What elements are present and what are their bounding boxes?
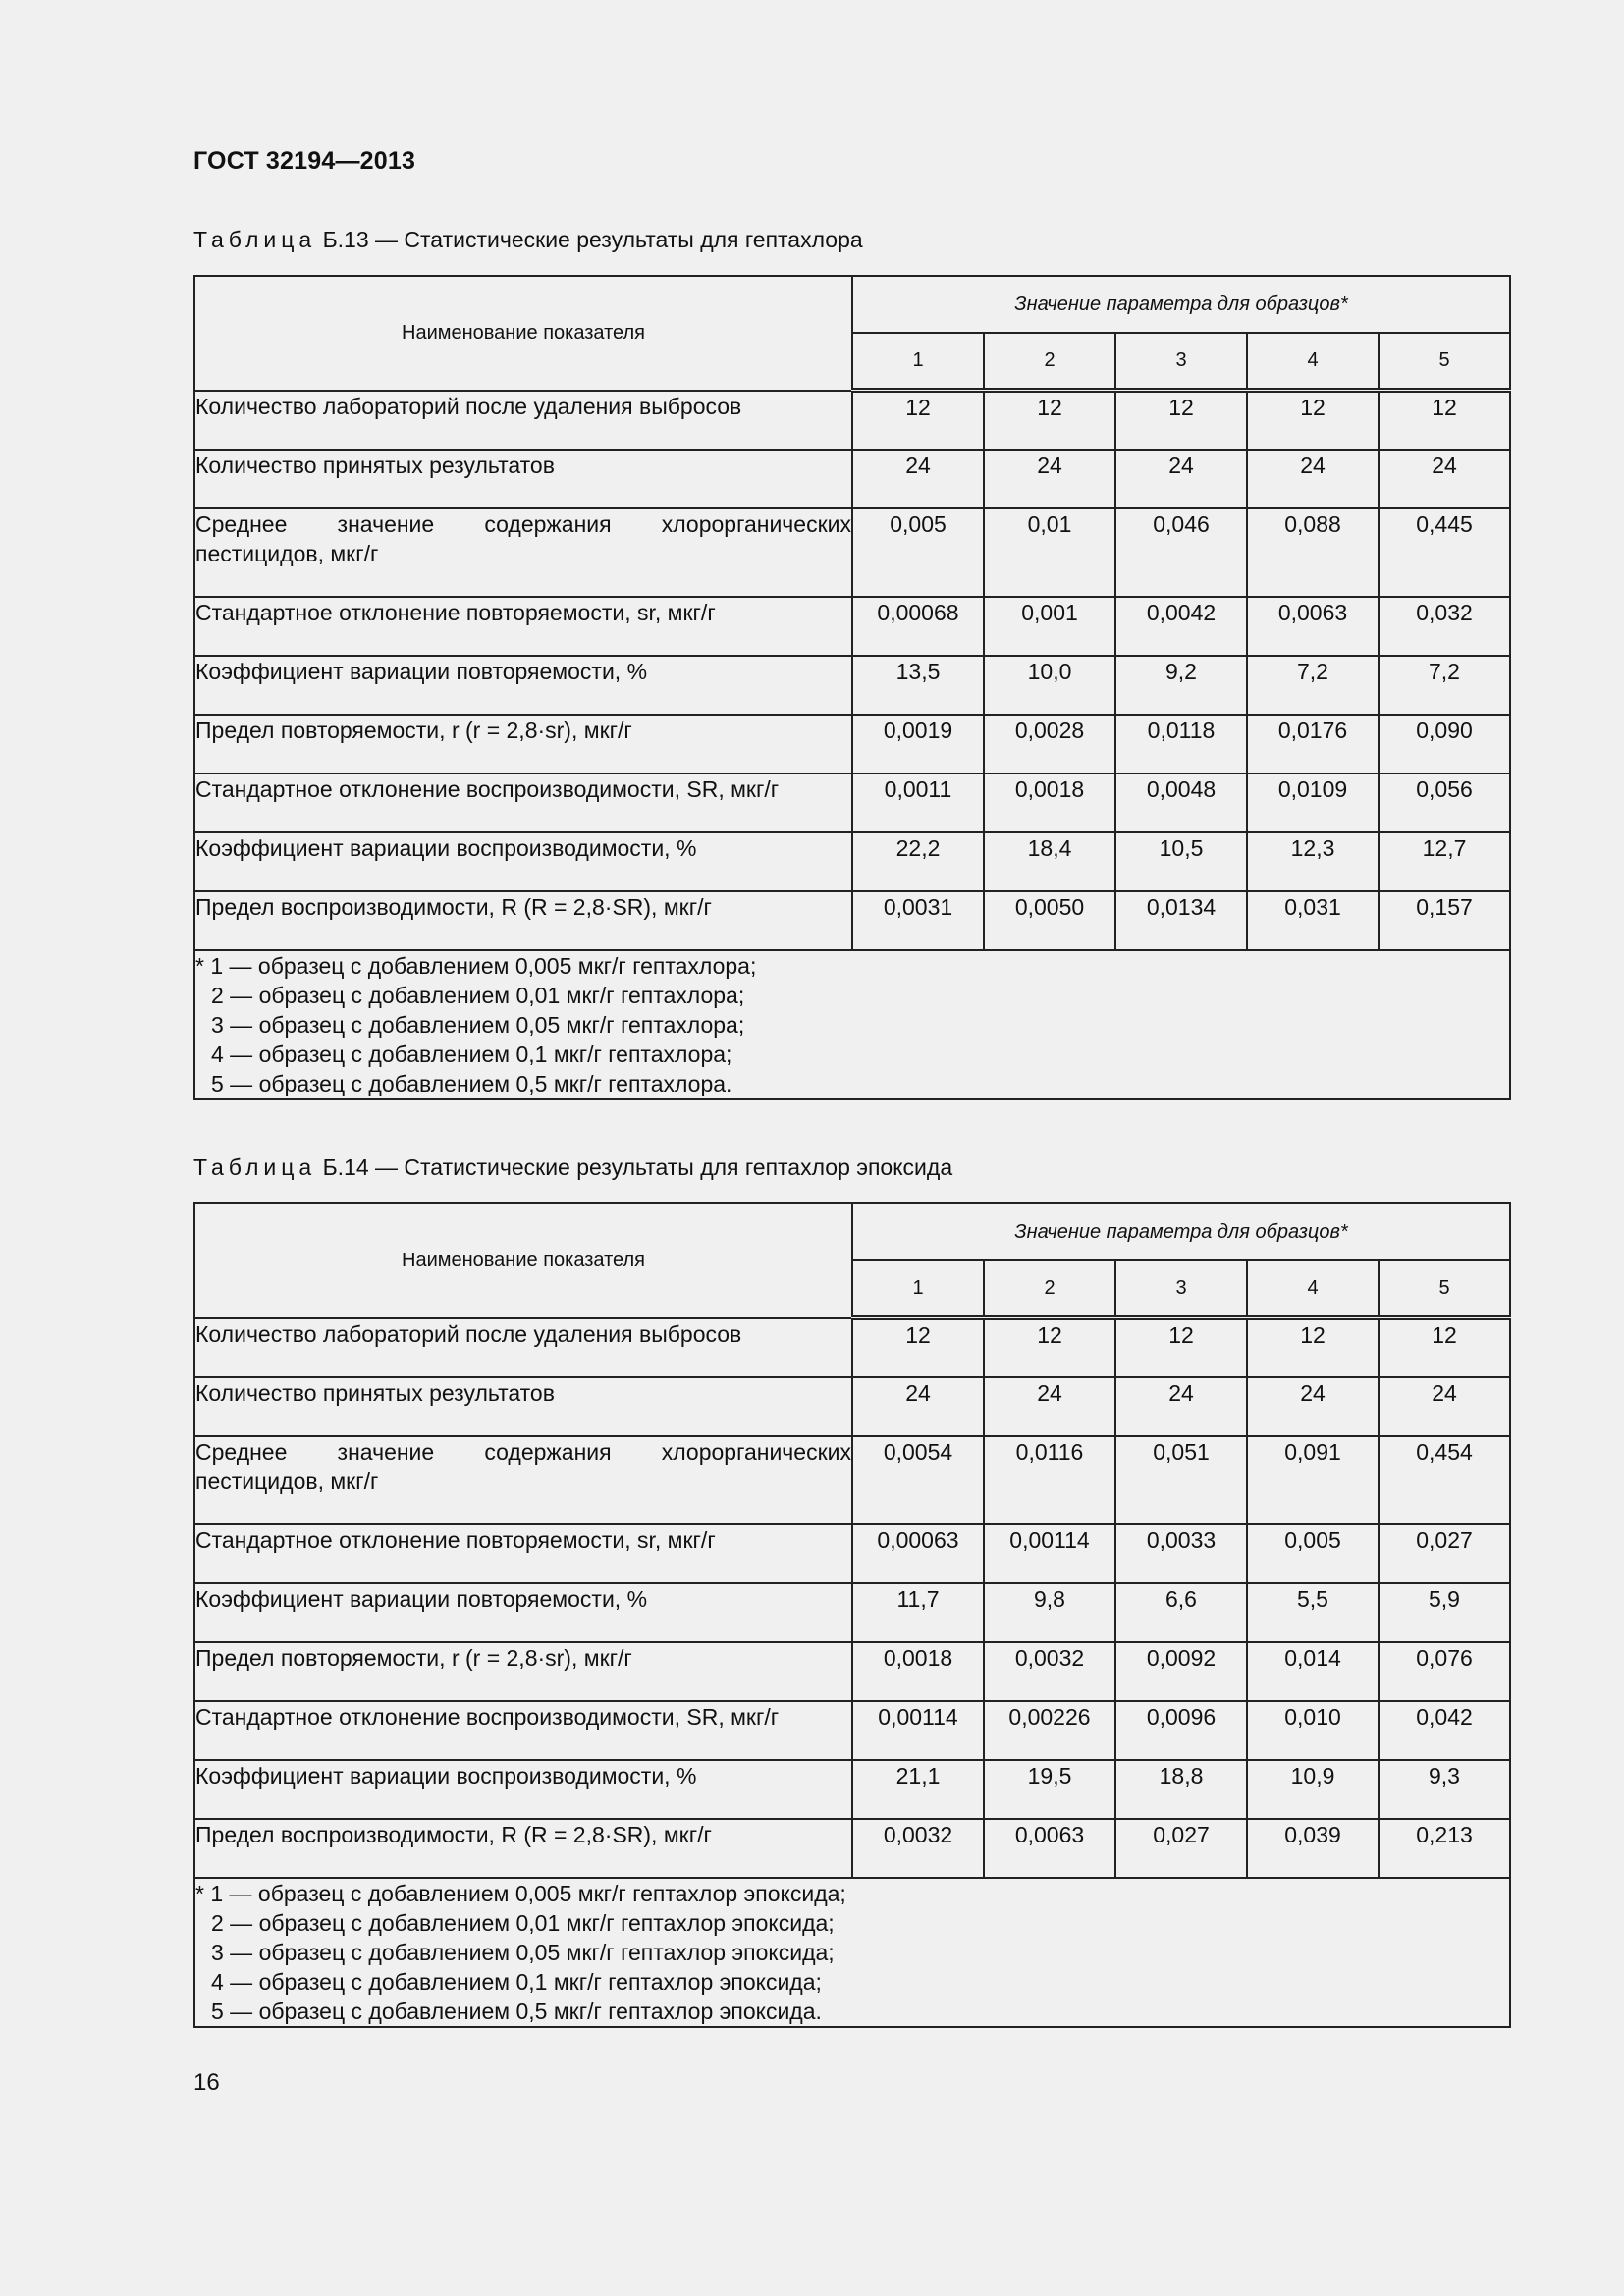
- row-label: Количество принятых результатов: [194, 1377, 852, 1436]
- cell-value: 18,8: [1115, 1760, 1247, 1819]
- footnote-row: [194, 1878, 1510, 2027]
- table-row: [194, 1701, 1510, 1760]
- row-label: Предел воспроизводимости, R (R = 2,8·SR), мкг/г: [194, 891, 852, 950]
- cell-value: 13,5: [852, 656, 984, 715]
- page-number: 16: [193, 2069, 220, 2096]
- caption-word: Таблица: [193, 227, 317, 252]
- cell-value: 0,0019: [852, 715, 984, 774]
- header-parameter-value: Значение параметра для образцов*: [852, 276, 1510, 333]
- caption-text: Б.14 — Статистические результаты для гептахлор эпоксида: [322, 1154, 953, 1180]
- sample-col-header: 1: [852, 1260, 984, 1318]
- table-row: [194, 1642, 1510, 1701]
- row-label: Предел повторяемости, r (r = 2,8·sr), мкг/г: [194, 1642, 852, 1701]
- sample-col-header: 2: [984, 333, 1115, 391]
- table-row: [194, 1760, 1510, 1819]
- footnote-row: [194, 950, 1510, 1099]
- sample-col-header: 5: [1379, 333, 1510, 391]
- cell-value: 7,2: [1379, 656, 1510, 715]
- cell-value: 0,0118: [1115, 715, 1247, 774]
- table-row: [194, 656, 1510, 715]
- cell-value: 0,0033: [1115, 1524, 1247, 1583]
- cell-value: 12: [984, 391, 1115, 450]
- cell-value: 0,01: [984, 508, 1115, 597]
- sample-col-header: 3: [1115, 1260, 1247, 1318]
- cell-value: 24: [1247, 450, 1379, 508]
- cell-value: 24: [1247, 1377, 1379, 1436]
- cell-value: 0,0011: [852, 774, 984, 832]
- row-label: Количество лабораторий после удаления выбросов: [194, 391, 852, 450]
- row-label: Коэффициент вариации воспроизводимости, %: [194, 832, 852, 891]
- cell-value: 0,0116: [984, 1436, 1115, 1524]
- cell-value: 9,3: [1379, 1760, 1510, 1819]
- sample-col-header: 1: [852, 333, 984, 391]
- cell-value: 0,0054: [852, 1436, 984, 1524]
- cell-value: 19,5: [984, 1760, 1115, 1819]
- cell-value: 0,005: [1247, 1524, 1379, 1583]
- cell-value: 0,0092: [1115, 1642, 1247, 1701]
- cell-value: 0,051: [1115, 1436, 1247, 1524]
- cell-value: 0,076: [1379, 1642, 1510, 1701]
- row-label: Среднее значение содержания хлорорганических пестицидов, мкг/г: [194, 508, 852, 597]
- cell-value: 0,014: [1247, 1642, 1379, 1701]
- cell-value: 0,001: [984, 597, 1115, 656]
- row-label: Количество лабораторий после удаления выбросов: [194, 1318, 852, 1377]
- cell-value: 0,032: [1379, 597, 1510, 656]
- cell-value: 0,0031: [852, 891, 984, 950]
- cell-value: 0,0063: [984, 1819, 1115, 1878]
- footnote-line: 2 — образец с добавлением 0,01 мкг/г гептахлор эпоксида;: [211, 1909, 835, 1936]
- table-row: [194, 832, 1510, 891]
- cell-value: 0,0018: [852, 1642, 984, 1701]
- cell-value: 12: [1379, 1318, 1510, 1377]
- cell-value: 10,5: [1115, 832, 1247, 891]
- footnote-cell: [194, 950, 1510, 1099]
- cell-value: 24: [852, 1377, 984, 1436]
- cell-value: 9,8: [984, 1583, 1115, 1642]
- cell-value: 0,090: [1379, 715, 1510, 774]
- row-label: Количество принятых результатов: [194, 450, 852, 508]
- table-row: [194, 1524, 1510, 1583]
- row-label: Среднее значение содержания хлорорганических пестицидов, мкг/г: [194, 1436, 852, 1524]
- table-row: [194, 1436, 1510, 1524]
- cell-value: 0,027: [1379, 1524, 1510, 1583]
- cell-value: 0,00114: [852, 1701, 984, 1760]
- table-row: [194, 1377, 1510, 1436]
- footnote-line: 3 — образец с добавлением 0,05 мкг/г гептахлора;: [211, 1011, 745, 1038]
- cell-value: 0,0028: [984, 715, 1115, 774]
- cell-value: 0,0048: [1115, 774, 1247, 832]
- document-id: ГОСТ 32194—2013: [193, 147, 416, 175]
- data-table: [193, 275, 1511, 1100]
- cell-value: 0,056: [1379, 774, 1510, 832]
- cell-value: 0,0134: [1115, 891, 1247, 950]
- cell-value: 24: [1379, 1377, 1510, 1436]
- table-row: [194, 715, 1510, 774]
- cell-value: 12: [1115, 1318, 1247, 1377]
- cell-value: 22,2: [852, 832, 984, 891]
- cell-value: 0,00063: [852, 1524, 984, 1583]
- cell-value: 0,046: [1115, 508, 1247, 597]
- cell-value: 0,157: [1379, 891, 1510, 950]
- row-label: Коэффициент вариации воспроизводимости, %: [194, 1760, 852, 1819]
- sample-col-header: 2: [984, 1260, 1115, 1318]
- cell-value: 0,031: [1247, 891, 1379, 950]
- row-label: Предел воспроизводимости, R (R = 2,8·SR), мкг/г: [194, 1819, 852, 1878]
- cell-value: 24: [984, 450, 1115, 508]
- cell-value: 12,3: [1247, 832, 1379, 891]
- cell-value: 10,0: [984, 656, 1115, 715]
- row-label: Коэффициент вариации повторяемости, %: [194, 656, 852, 715]
- cell-value: 0,091: [1247, 1436, 1379, 1524]
- cell-value: 0,0096: [1115, 1701, 1247, 1760]
- cell-value: 12: [852, 391, 984, 450]
- cell-value: 12,7: [1379, 832, 1510, 891]
- table-row: [194, 891, 1510, 950]
- cell-value: 5,5: [1247, 1583, 1379, 1642]
- sample-col-header: 4: [1247, 1260, 1379, 1318]
- cell-value: 0,039: [1247, 1819, 1379, 1878]
- cell-value: 0,00068: [852, 597, 984, 656]
- footnote-line: * 1 — образец с добавлением 0,005 мкг/г гептахлор эпоксида;: [195, 1880, 846, 1906]
- cell-value: 0,088: [1247, 508, 1379, 597]
- cell-value: 0,213: [1379, 1819, 1510, 1878]
- table-caption: [193, 227, 863, 253]
- footnote-cell: [194, 1878, 1510, 2027]
- cell-value: 0,005: [852, 508, 984, 597]
- table-caption: [193, 1154, 952, 1181]
- table-row: [194, 1583, 1510, 1642]
- cell-value: 0,0063: [1247, 597, 1379, 656]
- cell-value: 18,4: [984, 832, 1115, 891]
- cell-value: 9,2: [1115, 656, 1247, 715]
- cell-value: 12: [1115, 391, 1247, 450]
- caption-text: Б.13 — Статистические результаты для гептахлора: [322, 227, 863, 252]
- cell-value: 12: [852, 1318, 984, 1377]
- footnote-line: * 1 — образец с добавлением 0,005 мкг/г гептахлора;: [195, 952, 757, 979]
- cell-value: 11,7: [852, 1583, 984, 1642]
- cell-value: 0,042: [1379, 1701, 1510, 1760]
- cell-value: 5,9: [1379, 1583, 1510, 1642]
- footnote-line: 5 — образец с добавлением 0,5 мкг/г гептахлор эпоксида.: [211, 1998, 822, 2024]
- cell-value: 24: [852, 450, 984, 508]
- row-label: Стандартное отклонение воспроизводимости, SR, мкг/г: [194, 1701, 852, 1760]
- cell-value: 0,454: [1379, 1436, 1510, 1524]
- cell-value: 0,0018: [984, 774, 1115, 832]
- footnote-line: 4 — образец с добавлением 0,1 мкг/г гептахлор эпоксида;: [211, 1968, 822, 1995]
- cell-value: 24: [1115, 1377, 1247, 1436]
- sample-col-header: 3: [1115, 333, 1247, 391]
- cell-value: 0,0176: [1247, 715, 1379, 774]
- cell-value: 0,0050: [984, 891, 1115, 950]
- table-row: [194, 450, 1510, 508]
- row-label: Стандартное отклонение повторяемости, sr, мкг/г: [194, 1524, 852, 1583]
- cell-value: 7,2: [1247, 656, 1379, 715]
- cell-value: 24: [984, 1377, 1115, 1436]
- sample-col-header: 4: [1247, 333, 1379, 391]
- cell-value: 0,0042: [1115, 597, 1247, 656]
- footnote-line: 2 — образец с добавлением 0,01 мкг/г гептахлора;: [211, 982, 745, 1008]
- data-table: [193, 1202, 1511, 2028]
- footnote-line: 5 — образец с добавлением 0,5 мкг/г гептахлора.: [211, 1070, 732, 1096]
- row-label: Коэффициент вариации повторяемости, %: [194, 1583, 852, 1642]
- cell-value: 24: [1115, 450, 1247, 508]
- footnote-line: 4 — образец с добавлением 0,1 мкг/г гептахлора;: [211, 1041, 732, 1067]
- cell-value: 0,00114: [984, 1524, 1115, 1583]
- header-indicator-name: Наименование показателя: [194, 276, 852, 391]
- cell-value: 12: [1247, 391, 1379, 450]
- cell-value: 10,9: [1247, 1760, 1379, 1819]
- caption-word: Таблица: [193, 1154, 317, 1180]
- cell-value: 0,00226: [984, 1701, 1115, 1760]
- sample-col-header: 5: [1379, 1260, 1510, 1318]
- cell-value: 0,0032: [984, 1642, 1115, 1701]
- footnote-line: 3 — образец с добавлением 0,05 мкг/г гептахлор эпоксида;: [211, 1939, 835, 1965]
- cell-value: 0,010: [1247, 1701, 1379, 1760]
- header-indicator-name: Наименование показателя: [194, 1203, 852, 1318]
- table-row: [194, 508, 1510, 597]
- row-label: Стандартное отклонение воспроизводимости, SR, мкг/г: [194, 774, 852, 832]
- cell-value: 12: [1379, 391, 1510, 450]
- row-label: Предел повторяемости, r (r = 2,8·sr), мкг/г: [194, 715, 852, 774]
- row-label: Стандартное отклонение повторяемости, sr, мкг/г: [194, 597, 852, 656]
- table-row: [194, 774, 1510, 832]
- table-row: [194, 1318, 1510, 1377]
- cell-value: 0,445: [1379, 508, 1510, 597]
- cell-value: 21,1: [852, 1760, 984, 1819]
- header-parameter-value: Значение параметра для образцов*: [852, 1203, 1510, 1260]
- cell-value: 0,0032: [852, 1819, 984, 1878]
- cell-value: 0,0109: [1247, 774, 1379, 832]
- cell-value: 12: [1247, 1318, 1379, 1377]
- cell-value: 6,6: [1115, 1583, 1247, 1642]
- table-row: [194, 1819, 1510, 1878]
- cell-value: 24: [1379, 450, 1510, 508]
- cell-value: 12: [984, 1318, 1115, 1377]
- table-row: [194, 391, 1510, 450]
- table-row: [194, 597, 1510, 656]
- cell-value: 0,027: [1115, 1819, 1247, 1878]
